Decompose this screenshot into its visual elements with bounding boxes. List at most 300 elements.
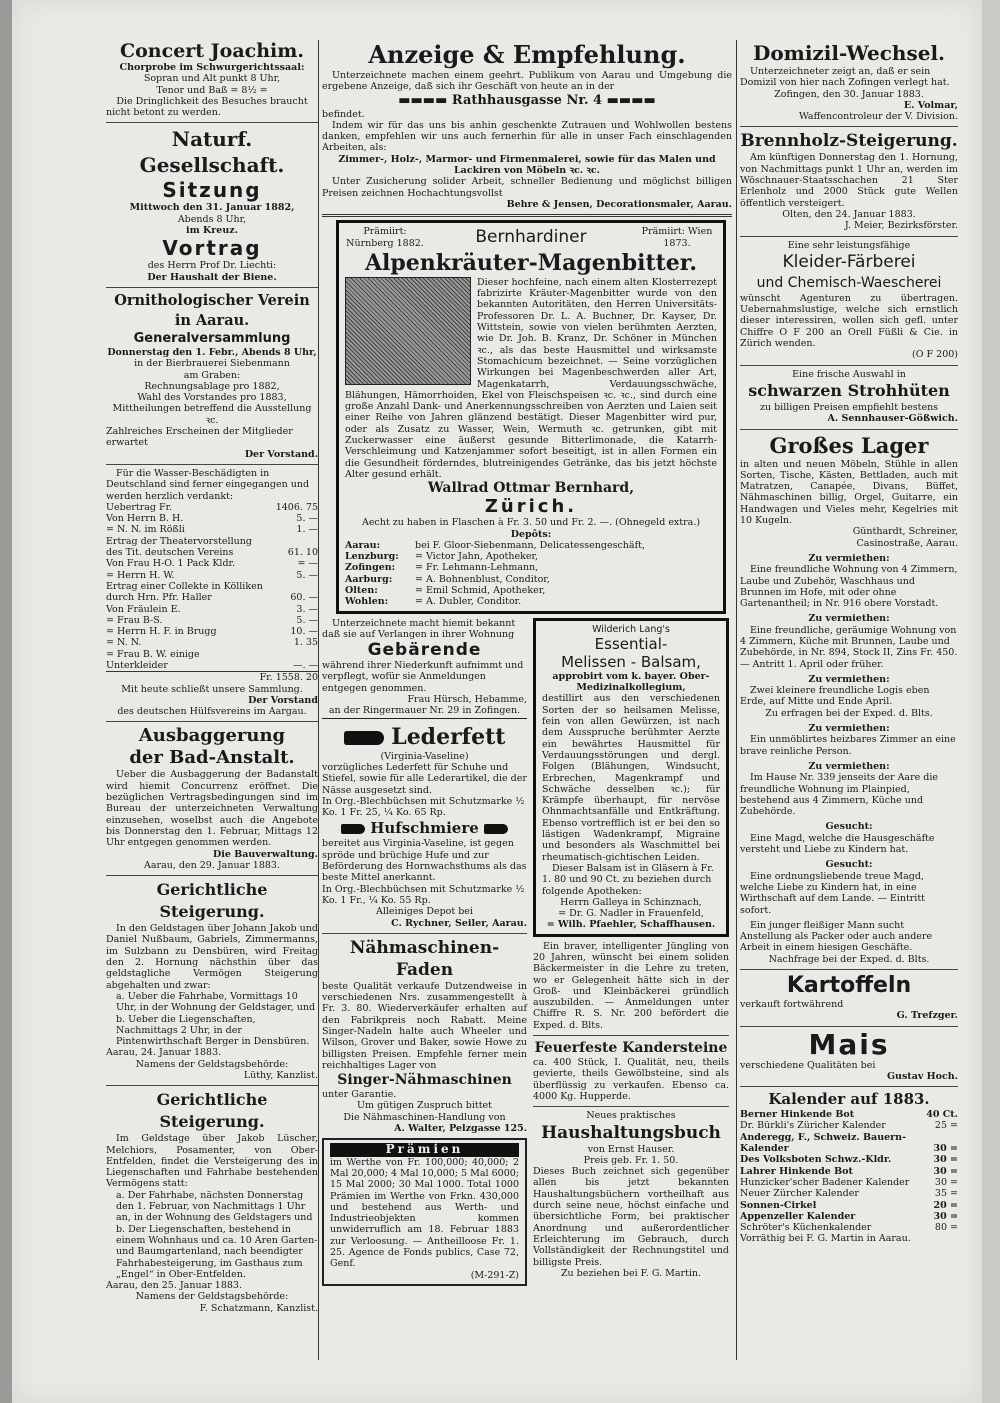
- ad-text: verkauft fortwährend: [740, 999, 844, 1010]
- signature: C. Rychner, Seiler, Aarau.: [391, 917, 527, 929]
- donation-amount: 5. —: [296, 569, 318, 581]
- ad-text: während ihrer Niederkunft aufnimmt und verpflegt, wofür sie Anmeldungen entgegen genommen.: [322, 660, 524, 694]
- ad-title: Zu vermiethen:: [808, 613, 890, 625]
- ad-title: Nähmaschinen-Faden: [349, 937, 500, 980]
- ad-text: Unterzeichnete macht hiemit bekannt daß sie auf Verlangen in ihrer Wohnung: [322, 617, 516, 640]
- ad-text: Ueber die Ausbaggerung der Badanstalt wird hiemit Concurrenz eröffnet. Die bezüglichen Vertragsbedingungen sind im Bureau der unterzeichneten Verwaltung einzusehen, woselbst auch die Angebote bis Donnerstag den 1. Februar, Mittags 12 Uhr entgegen genommen werden.: [106, 769, 318, 849]
- ad-text: Ein braver, intelligenter Jüngling von 20 Jahren, wünscht bei einem soliden Bäckermeister in die Lehre zu treten, wo er Gelegenheit hätte sich in der Groß- und Kleinbäckerei gründlich auszubilden. — Anmeldungen unter Chiffre R. S. Nr. 200 befördert die Exped. d. Blts.: [533, 940, 729, 1031]
- ad-text: Unterzeichneter zeigt an, daß er sein Domizil von hier nach Zofingen verlegt hat.: [740, 66, 950, 89]
- calendar-name: Schröter's Küchenkalender: [740, 1222, 872, 1234]
- ad-mais: [740, 1027, 958, 1083]
- sub-column-right: [533, 618, 729, 1290]
- depot-row: [345, 551, 717, 562]
- donation-label: = N. N.: [106, 637, 142, 649]
- maker-name: Wallrad Ottmar Bernhard,: [427, 480, 635, 497]
- donation-label: = N. N. im Rößli: [106, 524, 185, 536]
- signature: Frau Hürsch, Hebamme,: [407, 694, 527, 706]
- calendar-price: 80 =: [934, 1222, 958, 1234]
- donation-row: [106, 502, 318, 513]
- ad-text: in alten und neuen Möbeln, Stühle in allen Sorten, Tische, Kästen, Bettladen, auch mit Matratzen, Canapée, Divans, Büffet, Nähmaschinen billig, Orgel, Guitarre, ein Handwagen und Vieles mehr, Kegelries mit 10 Kugeln.: [740, 458, 958, 527]
- donation-row: [106, 604, 318, 615]
- ad-title-row: [322, 723, 527, 751]
- ad-kandersteine: [533, 1039, 729, 1102]
- depot-town: Aarburg:: [345, 573, 393, 585]
- ad-vermieten-4: [740, 723, 958, 757]
- ad-text: Unterzeichnete machen einem geehrt. Publikum von Aarau und Umgebung die ergebene Anzeige, daß sich ihr Geschäft von heute an in der: [322, 70, 732, 93]
- ad-text: b. Der Liegenschaften, bestehend in einem Wohnhaus und ca. 10 Aren Garten- und Baumgartenland, nach beendigter Fahrhabesteigerung, im Gasthaus zum „Engel“ in Ober-Entfelden.: [116, 1223, 318, 1280]
- text-line: Neues praktisches: [586, 1110, 676, 1122]
- depot-name: bei F. Gloor-Siebenmann, Delicatessengeschäft,: [415, 539, 645, 551]
- two-column-section: [322, 618, 732, 1290]
- text-line: Donnerstag den 1. Febr., Abends 8 Uhr,: [107, 346, 317, 358]
- donation-row: [106, 615, 318, 626]
- ad-text: Ein unmöblirtes heizbares Zimmer an eine brave reinliche Person.: [740, 734, 956, 757]
- donation-amount: 61. 10: [287, 547, 318, 559]
- depots-list: [345, 540, 717, 608]
- ad-text: wünscht Agenturen zu übertragen. Uebernahmslustige, welche sich ernstlich dieser interessiren, wollen sich gefl. unter Chiffre O F 200 an Orell Füßli & Cie. in Zürich wenden.: [740, 292, 958, 350]
- ad-vermieten-3: [740, 674, 958, 719]
- ad-text: Im Hause Nr. 339 jenseits der Aare die freundliche Wohnung im Plainpied, bestehend aus 4 Zimmern, Küche und Zubehörde.: [740, 772, 939, 818]
- depot-row: [345, 596, 717, 607]
- ad-text: Eine ordnungsliebende treue Magd, welche Liebe zu Kindern hat, in eine Wirthschaft auf dem Lande. — Eintritt sofort.: [740, 870, 925, 916]
- calendar-name: Anderegg, F., Schweiz. Bauern-Kalender: [740, 1131, 907, 1155]
- address: Casinostraße, Aarau.: [856, 537, 958, 549]
- text-line: Namens der Geldstagsbehörde:: [135, 1291, 289, 1303]
- donation-amount: 5. —: [296, 614, 318, 626]
- text-line: Die Dringlichkeit des Besuches braucht: [116, 95, 308, 107]
- ad-anzeige: [322, 40, 732, 210]
- ad-title: Hufschmiere: [370, 819, 479, 838]
- ad-subtitle: approbirt vom k. bayer. Ober-Medizinalkollegium,: [552, 670, 710, 694]
- text-line: Sopran und Alt punkt 8 Uhr,: [143, 73, 281, 85]
- signature: Lüthy, Kanzlist.: [243, 1070, 318, 1081]
- text-line: Wahl des Vorstandes pro 1883,: [137, 392, 287, 404]
- ad-title: Kartoffeln: [786, 973, 912, 998]
- ad-vermieten-5: [740, 761, 958, 817]
- ad-title: der Bad-Anstalt.: [129, 747, 295, 769]
- donation-label: Ertrag einer Collekte in Kölliken durch Hrn. Pfr. Haller: [106, 580, 263, 604]
- ad-text: Um gütigen Zuspruch bittet: [357, 1100, 492, 1112]
- donation-amount: 5. —: [296, 513, 318, 525]
- ad-text: Dieses Buch zeichnet sich gegenüber allen bis jetzt bekannten Haushaltungsbüchern vortheilhaft aus durch seine neue, höchst einfache und übersichtliche Form, bei praktischer Anordnung und außerordentlicher Erleichterung im Gebrauch, durch Vollständigkeit der Rechnungstitel und billigste Preis.: [533, 1166, 729, 1268]
- calendar-row: [740, 1132, 958, 1155]
- ad-title: Brennholz-Steigerung.: [740, 131, 958, 152]
- depot-town: Lenzburg:: [345, 551, 399, 563]
- ad-title: Naturf. Gesellschaft.: [139, 127, 285, 178]
- ad-title-row: [322, 818, 527, 838]
- column-1: [106, 40, 318, 1318]
- ad-title: Singer-Nähmaschinen: [337, 1072, 512, 1089]
- column-rule-2: [736, 40, 737, 1360]
- ad-title: Gesucht:: [825, 859, 873, 871]
- ad-faerberei: [740, 240, 958, 361]
- depot-name: = Victor Jahn, Apotheker,: [415, 551, 538, 563]
- ad-gesucht-2: [740, 859, 958, 915]
- donation-list: [106, 502, 318, 671]
- text-line: Abends 8 Uhr,: [177, 213, 247, 225]
- text-line: Mittwoch den 31. Januar 1882,: [129, 202, 295, 214]
- depot-row: [345, 585, 717, 596]
- donation-amount: 1406. 75: [275, 501, 318, 513]
- donation-total: Fr. 1558. 20: [106, 671, 318, 683]
- calendar-name: Berner Hinkende Bot: [740, 1109, 855, 1121]
- prize-left: Prämiirt: Nürnberg 1882.: [346, 226, 424, 249]
- depot-name: = A. Dubler, Conditor.: [415, 596, 522, 608]
- ad-gesucht-3: [740, 920, 958, 965]
- ad-kalender: [740, 1090, 958, 1245]
- ad-text: In Org.-Blechbüchsen mit Schutzmarke ½ Ko. 1 Fr. 25, ¼ Ko. 65 Rp.: [322, 795, 525, 819]
- ad-title: Zu vermiethen:: [808, 673, 890, 685]
- donation-row: [106, 649, 318, 672]
- calendar-price: 30 =: [933, 1143, 958, 1155]
- ad-text: a. Der Fahrhabe, nächsten Donnerstag den 1. Februar, von Nachmittags 1 Uhr an, in der Wohnung des Geldstagers und: [116, 1189, 313, 1224]
- ad-text: Im Geldstage über Jakob Lüscher, Melchiors, Posamenter, von Ober-Entfelden, findet die Versteigerung des in Liegenschaften und Fahrhabe bestehenden Vermögens statt:: [106, 1133, 318, 1190]
- text-line: Der Haushalt der Biene.: [147, 271, 277, 283]
- ad-text: Zu erfragen bei der Exped. d. Blts.: [765, 707, 933, 719]
- calendar-price: 20 =: [933, 1199, 958, 1211]
- ad-text: b. Ueber die Liegenschaften, Nachmittags 2 Uhr, in der Pintenwirthschaft Berger in Densbüren.: [116, 1013, 310, 1048]
- text-line: in der Bierbrauerei Siebenmann: [134, 358, 290, 370]
- ad-lederfett: [322, 723, 527, 929]
- ad-text: Die Nähmaschinen-Handlung von: [343, 1111, 506, 1123]
- text-line: Eine frische Auswahl in: [792, 368, 906, 380]
- calendar-row: [740, 1200, 958, 1211]
- ad-vermieten-1: [740, 553, 958, 609]
- ad-title: Ornithologischer Verein in Aarau.: [114, 291, 310, 329]
- date-line: Aarau, 24. Januar 1883.: [106, 1047, 222, 1059]
- donation-row: [106, 581, 318, 604]
- divider: [106, 287, 318, 288]
- sub-column-left: [322, 618, 527, 1290]
- ad-title: Feuerfeste Kandersteine: [534, 1040, 728, 1057]
- text-line: Mittheilungen betreffend die Ausstellung ꝛc.: [112, 403, 312, 426]
- ad-praemien: [322, 1138, 527, 1286]
- prize-row: [345, 226, 717, 249]
- maker-name: Wilderich Lang's: [592, 623, 670, 635]
- calendar-name: Dr. Bürkli's Züricher Kalender: [740, 1120, 886, 1132]
- ad-subtitle: Vortrag: [162, 236, 262, 261]
- ad-text: Ein junger fleißiger Mann sucht Anstellung als Packer oder auch andere Arbeit in einem hiesigen Geschäfte.: [740, 919, 933, 954]
- depot-town: Olten:: [345, 584, 378, 596]
- ad-steigerung-1: [106, 879, 318, 1081]
- calendar-row: [740, 1109, 958, 1120]
- calendar-name: Hunzicker'scher Badener Kalender: [740, 1176, 910, 1188]
- ad-title: schwarzen Strohhüten: [748, 380, 950, 400]
- ad-subtitle: Generalversammlung: [133, 330, 291, 346]
- donation-label: Uebertrag Fr.: [106, 501, 173, 513]
- ad-text: Eine freundliche, geräumige Wohnung von 4 Zimmern, Küche mit Brunnen, Laube und Zubehörde, in Nr. 894, Stock II, Zins Fr. 450. — Antritt 1. April oder früher.: [740, 624, 958, 670]
- divider: [740, 969, 958, 970]
- ad-text: unter Garantie.: [322, 1089, 397, 1101]
- column-rule-1: [318, 40, 319, 1360]
- text-line: des Herrn Prof Dr. Liechti:: [147, 260, 277, 272]
- ad-melissen: [533, 618, 729, 937]
- ad-text: ca. 400 Stück, I. Qualität, neu, theils gevierte, theils Gewölbsteine, sind als überflüssig zu verkaufen. Ebenso ca. 4000 Kg. Hupperde.: [533, 1057, 729, 1102]
- divider: [533, 1106, 729, 1107]
- ad-title: Anzeige & Empfehlung.: [368, 40, 686, 69]
- ad-title: und Chemisch-Waescherei: [756, 274, 942, 291]
- donation-amount: = —: [297, 558, 318, 570]
- donation-amount: 1. —: [296, 524, 318, 536]
- ad-title: Essential-: [594, 634, 668, 653]
- depot-town: Zofingen:: [345, 562, 396, 574]
- ad-text: In Org.-Blechbüchsen mit Schutzmarke ½ Ko. 1 Fr., ¼ Ko. 55 Rp.: [322, 883, 525, 906]
- pointing-hand-icon: [484, 824, 508, 834]
- depot-town: Aarau:: [345, 539, 381, 551]
- calendar-name: Lahrer Hinkende Bot: [740, 1165, 853, 1177]
- ad-title: Gerichtliche Steigerung.: [156, 1090, 268, 1132]
- ad-haushaltungsbuch: [533, 1110, 729, 1279]
- ad-title: Zu vermiethen:: [808, 760, 890, 772]
- calendar-row: [740, 1166, 958, 1177]
- ad-wasser: [106, 468, 318, 718]
- calendar-price: 30 =: [933, 1210, 958, 1222]
- donation-row: [106, 536, 318, 559]
- ad-title: Ausbaggerung: [138, 725, 286, 747]
- calendar-price: 25 =: [934, 1120, 958, 1132]
- text-line: im Kreuz.: [186, 225, 238, 237]
- ad-code: (O F 200): [912, 349, 958, 361]
- ad-ausbaggerung: [106, 725, 318, 871]
- ad-title: Mais: [808, 1027, 890, 1061]
- ad-text: Unter Zusicherung solider Arbeit, schneller Bedienung und möglichst billigen Preisen zeichnen Hochachtungsvollst: [322, 176, 732, 199]
- calendar-price: 30 =: [934, 1176, 958, 1188]
- price-line: Aecht zu haben in Flaschen à Fr. 3. 50 und Fr. 2. —. (Ohnegeld extra.): [361, 517, 701, 529]
- calendar-price: 35 =: [934, 1188, 958, 1200]
- calendar-list: [740, 1109, 958, 1233]
- ad-title: Prämien: [330, 1143, 519, 1156]
- prize-right: Prämiirt: Wien 1873.: [641, 226, 713, 249]
- depot-town: Wohlen:: [345, 596, 389, 608]
- text-line: Namens der Geldstagsbehörde:: [135, 1058, 289, 1070]
- calendar-name: Appenzeller Kalender: [740, 1210, 856, 1222]
- depot-row: [345, 574, 717, 585]
- calendar-row: [740, 1222, 958, 1233]
- date-line: Olten, den 24. Januar 1883.: [782, 208, 916, 220]
- donation-label: Von Fräulein E.: [106, 603, 181, 615]
- calendar-name: Neuer Zürcher Kalender: [740, 1188, 859, 1200]
- donation-row: [106, 637, 318, 648]
- calendar-row: [740, 1120, 958, 1131]
- depots-title: Depôts:: [510, 528, 552, 540]
- text-line: befindet.: [322, 108, 365, 120]
- price-line: Preis geb. Fr. 1. 50.: [583, 1154, 679, 1166]
- ad-kartoffeln: [740, 973, 958, 1022]
- text-line: Rechnungsablage pro 1882,: [144, 380, 280, 392]
- ad-title: Domizil-Wechsel.: [752, 41, 946, 65]
- ad-brennholz: [740, 130, 958, 231]
- calendar-row: [740, 1211, 958, 1222]
- ad-magenbitter: [336, 220, 726, 613]
- text-line: Waffencontroleur der V. Division.: [798, 111, 958, 123]
- signature: G. Trefzger.: [896, 1010, 958, 1022]
- text-line: am Graben:: [183, 369, 241, 381]
- date-line: Aarau, den 25. Januar 1883.: [106, 1280, 242, 1292]
- signature: E. Volmar,: [903, 99, 958, 111]
- column-3: [740, 40, 958, 1249]
- ad-text: Nachfrage bei der Exped. d. Blts.: [768, 953, 930, 965]
- divider: [322, 933, 527, 934]
- ad-text: bereitet aus Virginia-Vaseline, ist gegen spröde und brüchige Hufe und zur Beförderung des Hornwachsthums als das beste Mittel anerkannt.: [322, 838, 527, 884]
- ad-text: Dieser Balsam ist in Gläsern à Fr. 1. 80 und 90 Ct. zu beziehen durch folgende Apotheken:: [542, 862, 714, 897]
- ad-ornith: [106, 291, 318, 460]
- ad-text: Eine Magd, welche die Hausgeschäfte versteht und Liebe zu Kindern hat.: [740, 832, 935, 856]
- signature: Der Vorstand: [248, 694, 318, 706]
- ad-vermieten-2: [740, 613, 958, 669]
- signature: A. Sennhauser-Gößwich.: [827, 413, 958, 425]
- ad-text: vorzügliches Lederfett für Schuhe und Stiefel, sowie für alle Lederartikel, die der Nässe ausgesetzt sind.: [322, 761, 527, 796]
- ad-concert: [106, 40, 318, 118]
- maker-city: Zürich.: [484, 496, 578, 518]
- donation-amount: —. —: [292, 659, 318, 671]
- signature: Der Vorstand.: [244, 448, 318, 460]
- ad-text: Am künftigen Donnerstag den 1. Hornung, von Nachmittags punkt 1 Uhr an, werden im Wöschnauer-Staatsschachen 21 Ster Erlenholz und 2000 Stück gute Wellen öffentlich versteigert.: [740, 152, 958, 209]
- donation-label: = Herrn H. F. in Brugg: [106, 626, 217, 638]
- donation-amount: 1. 35: [293, 637, 318, 649]
- ad-gesucht-1: [740, 821, 958, 855]
- address: an der Ringermauer Nr. 29 in Zofingen.: [322, 705, 527, 718]
- divider: [106, 721, 318, 722]
- signature: Vorräthig bei F. G. Martin in Aarau.: [740, 1233, 911, 1245]
- ad-title: Zu vermiethen:: [808, 723, 890, 735]
- calendar-name: Des Volksboten Schwz.-Kldr.: [740, 1154, 892, 1166]
- ad-title: Großes Lager: [769, 432, 929, 458]
- signature: J. Meier, Bezirksförster.: [844, 220, 958, 232]
- pointing-hand-icon: [341, 824, 365, 834]
- calendar-row: [740, 1177, 958, 1188]
- ad-text: destillirt aus den verschiedenen Sorten der so heilsamen Melisse, fein von allen Gewürzen, ist nach dem Ausspruche berühmter Aerzte ein bewährtes Hausmittel für Verdauungsstörungen und dergl. Folgen (Blähungen, Windsucht, Erbrechen, Magenkrampf und Schwäche desselben ꝛc.); für Krämpfe überhaupt, für nervöse Ohnmachtsanfälle und Entkräftung. Ebenso vortrefflich ist er bei den so lästigen Wadenkrampf, Migraine und besonders als Waschmittel bei rheumatisch-gichtischen Leiden.: [542, 693, 720, 863]
- donation-label: = Herrn H. W.: [106, 569, 175, 581]
- ad-text: In den Geldstagen über Johann Jakob und Daniel Nußbaum, Gabriels, Zimmermanns, im Sulzbann zu Densbüren, wird Freitag den 2. Hornung nächsthin über das geldstagliche Vermögen Steigerung abgehalten und zwar:: [106, 923, 318, 991]
- ad-naehfaden: [322, 937, 527, 1135]
- divider: [740, 236, 958, 237]
- donation-label: Von Frau H-O. 1 Pack Kldr.: [106, 558, 236, 570]
- depot-name: = Emil Schmid, Apotheker,: [415, 584, 546, 596]
- text-line: Alleiniges Depot bei: [376, 906, 473, 918]
- ad-title: Melissen - Balsam,: [561, 652, 701, 671]
- ad-title: Kalender auf 1883.: [768, 1090, 930, 1109]
- ad-code: (M-291-Z): [470, 1269, 519, 1281]
- signature: Zu beziehen bei F. G. Martin.: [560, 1267, 702, 1279]
- ad-title: Gebärende: [367, 640, 482, 661]
- ad-title: Concert Joachim.: [120, 40, 304, 62]
- calendar-row: [740, 1188, 958, 1199]
- donation-row: [106, 570, 318, 581]
- calendar-price: 30 =: [933, 1154, 958, 1166]
- donation-label: Ertrag der Theatervorstellung des Tit. deutschen Vereins: [106, 535, 252, 559]
- ad-naturf: [106, 126, 318, 282]
- ad-title: Haushaltungsbuch: [541, 1122, 721, 1143]
- ad-title: Gesucht:: [825, 821, 873, 833]
- brand-name: Bernhardiner: [475, 227, 587, 248]
- donation-label: = Frau B-S.: [106, 614, 163, 626]
- calendar-price: 40 Ct.: [926, 1109, 958, 1121]
- divider: [533, 1035, 729, 1036]
- pharmacy-line: = Wilh. Pfaehler, Schaffhausen.: [546, 919, 716, 931]
- divider: [740, 365, 958, 366]
- text-line: Chorprobe im Schwurgerichtssaal:: [119, 62, 305, 73]
- ad-hebamme: [322, 618, 527, 719]
- depot-row: [345, 562, 717, 573]
- signature: des deutschen Hülfsvereins im Aargau.: [117, 706, 307, 718]
- donation-amount: 60. —: [290, 592, 318, 604]
- signature: F. Schatzmann, Kanzlist.: [199, 1302, 318, 1314]
- address-line: ▬▬▬▬ Rathhausgasse Nr. 4 ▬▬▬▬: [398, 92, 656, 108]
- ad-text: Zimmer-, Holz-, Marmor- und Firmenmalerei, sowie für das Malen und Lackiren von Möbeln ꝛc. ꝛc.: [338, 153, 716, 177]
- ad-text: verschiedene Qualitäten bei: [740, 1059, 876, 1071]
- donation-amount: 3. —: [296, 603, 318, 615]
- divider: [106, 122, 318, 123]
- divider: [106, 1085, 318, 1086]
- ad-text: Dieser hochfeine, nach einem alten Klosterrezept fabrizirte Kräuter-Magenbitter wurde von den bekannten Autoritäten, den Herren Universitäts-Professoren Dr. L. A. Buchner, Dr. Kayser, Dr. Wittstein, sowie von vielen berühmten Aerzten, wie Dr. Joh. B. Kranz, Dr. Schöner in München ꝛc., als das beste Hausmittel und wirksamste Stomachicum bezeichnet. — Seine vorzüglichen Wirkungen bei Magenbeschwerden aller Art, Magenkatarrh, Verdauungsschwäche, Blähungen, Hämorrhoiden, Ekel von Fleischspeisen ꝛc. ꝛc., sind durch eine große Anzahl Dank- und Anerkennungsschreiben von Aerzten und Laien seit einer Reihe von Jahren glänzend bestätigt. Dieser Magenbitter wird pur, oder als Zusatz zu Wasser, Wein, Wermuth ꝛc. getrunken, gibt mit Zuckerwasser eine äußerst gesunde Bitterlimonade, die Katarrh-Verschleimung und Katzenjammer sofort beseitigt, ist in allen Formen ein die Gesundheit förderndes, blutreinigendes Getränke, das bis jetzt höchste Alter gesund erhält.: [345, 276, 717, 480]
- depot-name: = Fr. Lehmann-Lehmann,: [415, 562, 539, 574]
- date-line: Aarau, den 29. Januar 1883.: [144, 859, 280, 871]
- page-edge-left: [0, 0, 12, 1403]
- intro-text: Für die Wasser-Beschädigten in Deutschland sind ferner eingegangen und werden herzlich verdankt:: [106, 467, 310, 502]
- pharmacy-line: = Dr. G. Nadler in Frauenfeld,: [558, 908, 704, 920]
- divider: [106, 464, 318, 465]
- pointing-hand-icon: [344, 731, 384, 745]
- signature: Die Bauverwaltung.: [213, 848, 318, 860]
- column-2: [322, 40, 732, 1290]
- pharmacy-line: Herrn Galleya in Schinznach,: [560, 896, 702, 908]
- donation-row: [106, 626, 318, 637]
- ad-strohhut: [740, 369, 958, 425]
- depot-name: = A. Bohnenblust, Conditor,: [415, 573, 550, 585]
- ad-text: Indem wir für das uns bis anhin geschenkte Zutrauen und Wohlwollen bestens danken, empfehlen wir uns auch fernerhin für alle in unser Fach einschlagenden Arbeiten, als:: [322, 119, 732, 154]
- calendar-price: 30 =: [933, 1165, 958, 1177]
- donation-amount: 10. —: [290, 626, 318, 638]
- divider: [740, 429, 958, 430]
- ad-title: Lederfett: [391, 723, 506, 750]
- calendar-row: [740, 1154, 958, 1165]
- text-line: von Ernst Hauser.: [587, 1143, 675, 1155]
- divider: [740, 1026, 958, 1027]
- divider: [106, 875, 318, 876]
- address: Rathhausgasse Nr. 4: [451, 92, 603, 108]
- signature: A. Walter, Pelzgasse 125.: [394, 1123, 527, 1135]
- ad-text: beste Qualität verkaufe Dutzendweise in verschiedenen Nrs. zusammengestellt à Fr. 3. 80. Wiederverkäufer erhalten auf den Fabrikpreis noch Rabatt. Meine Singer-Nadeln halte auch Wheeler und Wilson, Grover und Baker, sowie Howe zu billigsten Preisen. Empfehle ferner mein reichhaltiges Lager von: [322, 980, 527, 1071]
- ad-title: Alpenkräuter-Magenbitter.: [364, 249, 698, 276]
- donation-label: = Frau B. W. einige Unterkleider: [106, 648, 200, 671]
- monastery-engraving-image: [345, 277, 471, 385]
- text-line: Mit heute schließt unsere Sammlung.: [121, 683, 303, 695]
- divider: [740, 126, 958, 127]
- donation-row: [106, 513, 318, 524]
- date-line: Zofingen, den 30. Januar 1883.: [774, 88, 924, 100]
- ad-title: Zu vermiethen:: [808, 552, 890, 564]
- ad-text: a. Ueber die Fahrhabe, Vormittags 10 Uhr, in der Wohnung der Geldstager, und: [116, 990, 316, 1014]
- divider: [322, 214, 732, 217]
- text-line: nicht betont zu werden.: [106, 107, 221, 119]
- ad-text: zu billigen Preisen empfiehlt bestens: [759, 401, 939, 413]
- calendar-name: Sonnen-Cirkel: [740, 1199, 817, 1211]
- ad-subtitle: (Virginia-Vaseline): [380, 750, 469, 762]
- text-line: Eine sehr leistungsfähige: [787, 239, 911, 251]
- donation-label: Von Herrn B. H.: [106, 513, 184, 525]
- text-line: Tenor und Baß = 8½ =: [156, 84, 268, 96]
- ad-domizil: [740, 40, 958, 122]
- donation-row: [106, 558, 318, 569]
- donation-row: [106, 524, 318, 535]
- divider: [740, 1086, 958, 1087]
- ad-subtitle: Sitzung: [162, 178, 262, 203]
- ad-text: im Werthe von Fr. 100,000; 40,000; 2 Mal 20,000; 4 Mal 10,000; 5 Mal 6000; 15 Mal 2000; 30 Mal 1000. Total 1000 Prämien im Werthe von Frkn. 430,000 und bestehend aus Werth- und Industrieobjekten kommen unwiderruflich am 18. Februar 1883 zur Verloosung. — Antheilloose Fr. 1. 25. Agence de Fonds publics, Case 72, Genf.: [330, 1156, 519, 1270]
- signature: Behre & Jensen, Decorationsmaler, Aarau.: [506, 198, 732, 210]
- ad-steigerung-2: [106, 1089, 318, 1314]
- signature: Günthardt, Schreiner,: [852, 526, 958, 538]
- ad-lager: [740, 433, 958, 549]
